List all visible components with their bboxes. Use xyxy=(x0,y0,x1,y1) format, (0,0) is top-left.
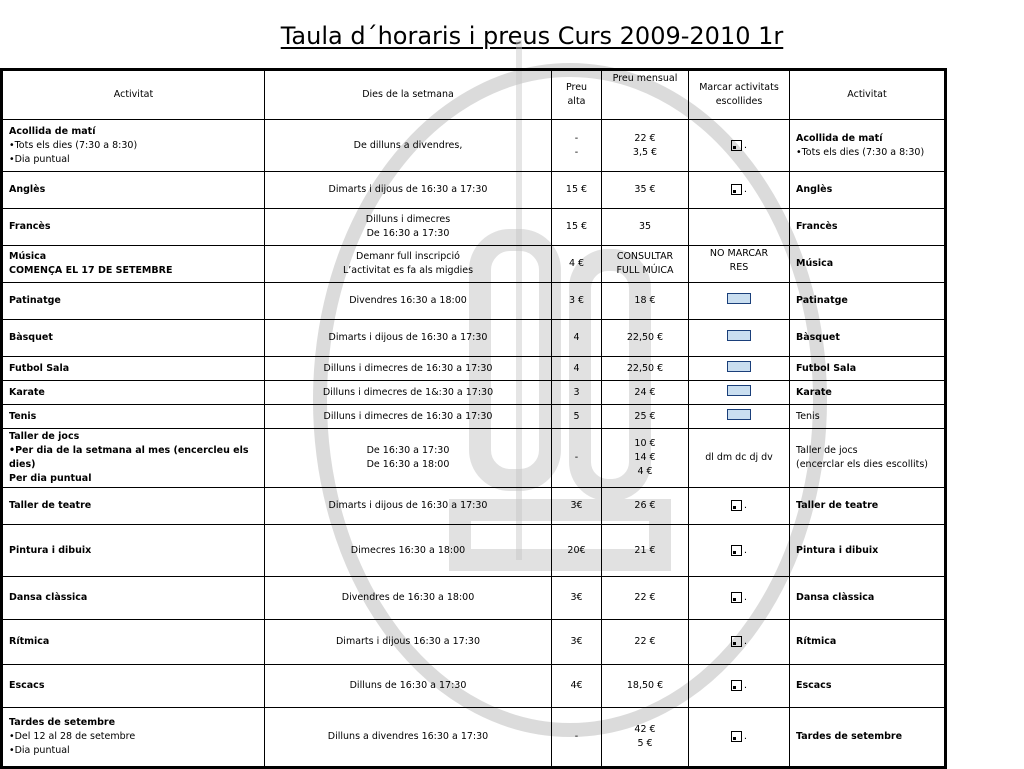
price-alta-cell xyxy=(552,525,602,577)
mark-cell xyxy=(689,120,790,172)
cell-line: •Dia puntual xyxy=(9,153,70,165)
days-cell xyxy=(265,246,552,283)
table-row xyxy=(2,405,946,429)
cell-line: Dilluns i dimecres de 1&:30 a 17:30 xyxy=(322,386,494,398)
checkbox-icon[interactable] xyxy=(731,184,742,195)
mark-cell xyxy=(689,381,790,405)
cell-line: 10 € xyxy=(634,438,656,449)
price-monthly-cell xyxy=(602,708,689,768)
activity-cell-2 xyxy=(790,120,946,172)
cell-line: 22,50 € xyxy=(626,362,664,374)
activity-cell xyxy=(2,620,265,665)
days-cell xyxy=(265,172,552,209)
cell-line: Tenis xyxy=(9,410,37,422)
cell-line: CONSULTAR xyxy=(616,251,674,262)
cell-line: 24 € xyxy=(634,386,656,398)
activity-cell xyxy=(2,209,265,246)
checkbox-dot: . xyxy=(743,680,748,691)
activity-cell xyxy=(2,577,265,620)
checkbox-icon[interactable] xyxy=(731,592,742,603)
cell-line: Acollida de matí xyxy=(9,125,96,137)
cell-line: 4 € xyxy=(568,258,585,269)
mark-cell xyxy=(689,620,790,665)
activity-cell-2 xyxy=(790,283,946,320)
cell-line: Dimarts i dijous de 16:30 a 17:30 xyxy=(328,332,488,343)
cell-line: Futbol Sala xyxy=(796,362,857,374)
mark-cell xyxy=(689,577,790,620)
activity-cell xyxy=(2,708,265,768)
cell-line: Patinatge xyxy=(796,295,848,306)
table-row xyxy=(2,381,946,405)
activity-cell xyxy=(2,488,265,525)
cell-line: 35 xyxy=(638,221,652,232)
cell-line: Per dia puntual xyxy=(9,473,92,484)
table-row xyxy=(2,120,946,172)
activity-cell xyxy=(2,665,265,708)
cell-line: - xyxy=(574,452,579,463)
price-alta-cell xyxy=(552,577,602,620)
cell-line: 3 xyxy=(573,386,580,398)
checkbox-dot: . xyxy=(743,184,748,195)
cell-line: Rítmica xyxy=(796,636,837,647)
cell-line: Dimarts i dijous de 16:30 a 17:30 xyxy=(328,184,488,195)
cell-line: De dilluns a divendres, xyxy=(353,139,463,151)
cell-line: 25 € xyxy=(634,410,656,422)
cell-line: Tardes de setembre xyxy=(9,717,116,728)
activity-cell-2 xyxy=(790,488,946,525)
cell-line: 4 xyxy=(573,362,580,374)
cell-line: 5 xyxy=(573,410,580,422)
cell-line: Dimecres 16:30 a 18:00 xyxy=(350,544,466,556)
mark-cell xyxy=(689,405,790,429)
days-cell xyxy=(265,525,552,577)
cell-line: Divendres 16:30 a 18:00 xyxy=(349,295,467,306)
cell-line: Anglès xyxy=(796,184,833,195)
price-monthly-cell xyxy=(602,429,689,488)
header-price-monthly: Preu mensual xyxy=(602,70,689,120)
cell-line: L’activitat es fa als migdies xyxy=(342,265,474,276)
cell-line: 4 xyxy=(573,332,580,343)
cell-line: Taller de teatre xyxy=(796,500,879,511)
cell-line: 15 € xyxy=(565,221,588,232)
mark-cell xyxy=(689,172,790,209)
price-alta-cell xyxy=(552,708,602,768)
activity-cell xyxy=(2,283,265,320)
cell-line: 3 € xyxy=(568,295,585,306)
activity-cell-2 xyxy=(790,320,946,357)
cell-line: 21 € xyxy=(634,544,656,556)
activity-cell-2 xyxy=(790,405,946,429)
cell-line: Dilluns de 16:30 a 17:30 xyxy=(349,680,467,691)
mark-cell xyxy=(689,525,790,577)
table-row xyxy=(2,488,946,525)
activity-cell-2 xyxy=(790,429,946,488)
selection-box[interactable] xyxy=(727,409,751,420)
header-days: Dies de la setmana xyxy=(265,70,552,120)
header-mark: Marcar activitats escollides xyxy=(689,70,790,120)
checkbox-icon[interactable] xyxy=(731,545,742,556)
checkbox-icon[interactable] xyxy=(731,680,742,691)
checkbox-icon[interactable] xyxy=(731,500,742,511)
activity-cell-2 xyxy=(790,620,946,665)
checkbox-dot: . xyxy=(743,592,748,603)
cell-line: •Per dia de la setmana al mes (encercleu els dies) xyxy=(9,445,249,470)
cell-line: 4€ xyxy=(570,680,583,691)
cell-line: Patinatge xyxy=(9,295,61,306)
mark-cell xyxy=(689,246,790,283)
activity-cell xyxy=(2,405,265,429)
cell-line: COMENÇA EL 17 DE SETEMBRE xyxy=(9,265,173,276)
price-monthly-cell xyxy=(602,405,689,429)
price-monthly-cell xyxy=(602,120,689,172)
activity-cell-2 xyxy=(790,357,946,381)
activity-cell xyxy=(2,320,265,357)
mark-cell xyxy=(689,429,790,488)
days-cell xyxy=(265,708,552,768)
cell-line: 26 € xyxy=(634,500,656,511)
cell-line: Bàsquet xyxy=(796,332,840,343)
cell-line: Francès xyxy=(9,221,51,232)
cell-line: Taller de jocs xyxy=(796,445,858,456)
activity-cell-2 xyxy=(790,209,946,246)
table-row xyxy=(2,665,946,708)
table-row xyxy=(2,320,946,357)
cell-line: •Tots els dies (7:30 a 8:30) xyxy=(796,146,925,158)
cell-line: Rítmica xyxy=(9,636,50,647)
price-alta-cell xyxy=(552,209,602,246)
checkbox-dot: . xyxy=(743,544,748,556)
activity-cell xyxy=(2,525,265,577)
cell-line: RES xyxy=(729,262,749,273)
activity-cell-2 xyxy=(790,246,946,283)
cell-line: Dilluns i dimecres de 16:30 a 17:30 xyxy=(323,410,493,422)
cell-line: Bàsquet xyxy=(9,332,53,343)
activity-cell xyxy=(2,120,265,172)
activity-cell-2 xyxy=(790,172,946,209)
price-monthly-cell xyxy=(602,665,689,708)
header-activity: Activitat xyxy=(2,70,265,120)
cell-line: •Dia puntual xyxy=(9,745,70,756)
selection-box[interactable] xyxy=(727,361,751,372)
cell-line: Karate xyxy=(9,386,45,398)
mark-cell xyxy=(689,708,790,768)
days-cell xyxy=(265,620,552,665)
cell-line: Taller de jocs xyxy=(9,431,80,442)
price-alta-cell xyxy=(552,620,602,665)
selection-box[interactable] xyxy=(727,330,751,341)
mark-cell xyxy=(689,209,790,246)
cell-line: - xyxy=(574,731,579,742)
cell-line: Karate xyxy=(796,386,832,398)
cell-line: Dilluns i dimecres de 16:30 a 17:30 xyxy=(323,362,493,374)
cell-line: Anglès xyxy=(9,184,46,195)
price-alta-cell xyxy=(552,357,602,381)
price-monthly-cell xyxy=(602,620,689,665)
cell-line: De 16:30 a 18:00 xyxy=(366,459,450,470)
days-cell xyxy=(265,488,552,525)
cell-line: 42 € xyxy=(634,724,656,735)
cell-line: Escacs xyxy=(9,680,45,691)
cell-line: Acollida de matí xyxy=(796,132,883,144)
cell-line: 18 € xyxy=(634,295,656,306)
table-row xyxy=(2,429,946,488)
days-cell xyxy=(265,381,552,405)
activity-cell-2 xyxy=(790,381,946,405)
cell-line: •Del 12 al 28 de setembre xyxy=(9,731,136,742)
table-row xyxy=(2,620,946,665)
cell-line: 22 € xyxy=(634,592,656,603)
page-title: Taula d´horaris i preus Curs 2009-2010 1r xyxy=(280,22,784,50)
price-alta-cell xyxy=(552,320,602,357)
cell-line: Divendres de 16:30 a 18:00 xyxy=(341,592,475,603)
cell-line: Tardes de setembre xyxy=(796,731,903,742)
mark-cell xyxy=(689,665,790,708)
price-monthly-cell xyxy=(602,381,689,405)
cell-line: Música xyxy=(9,251,47,262)
cell-line: De 16:30 a 17:30 xyxy=(366,445,450,456)
activity-cell xyxy=(2,357,265,381)
cell-line: Dimarts i dijous de 16:30 a 17:30 xyxy=(328,500,488,511)
cell-line: 14 € xyxy=(634,452,656,463)
cell-line: Tenis xyxy=(796,410,820,422)
days-cell xyxy=(265,429,552,488)
schedule-table xyxy=(0,68,947,769)
cell-line: NO MARCAR xyxy=(709,248,769,259)
cell-line: 35 € xyxy=(634,184,656,195)
cell-line: Demanr full inscripció xyxy=(356,251,460,262)
mark-cell xyxy=(689,357,790,381)
checkbox-icon[interactable] xyxy=(731,636,742,647)
cell-line: 3€ xyxy=(570,592,583,603)
cell-line: - xyxy=(574,132,579,144)
price-monthly-cell xyxy=(602,172,689,209)
cell-line: Futbol Sala xyxy=(9,362,70,374)
table-row xyxy=(2,209,946,246)
table-row xyxy=(2,525,946,577)
mark-cell xyxy=(689,320,790,357)
selection-box[interactable] xyxy=(727,293,751,304)
price-monthly-cell xyxy=(602,357,689,381)
price-monthly-cell xyxy=(602,525,689,577)
table-row xyxy=(2,246,946,283)
cell-line: Francès xyxy=(796,221,838,232)
cell-line: dl dm dc dj dv xyxy=(705,452,773,463)
price-alta-cell xyxy=(552,429,602,488)
cell-line: 4 € xyxy=(637,466,653,477)
days-cell xyxy=(265,357,552,381)
table-row xyxy=(2,708,946,768)
price-alta-cell xyxy=(552,120,602,172)
price-alta-cell xyxy=(552,665,602,708)
cell-line: 15 € xyxy=(565,184,588,195)
days-cell xyxy=(265,320,552,357)
header-row xyxy=(2,70,946,120)
activity-cell xyxy=(2,429,265,488)
cell-line: Dilluns a divendres 16:30 a 17:30 xyxy=(327,731,489,742)
cell-line: 3,5 € xyxy=(632,146,658,158)
activity-cell-2 xyxy=(790,708,946,768)
activity-cell xyxy=(2,172,265,209)
cell-line: Música xyxy=(796,258,834,269)
table-row xyxy=(2,283,946,320)
price-monthly-cell xyxy=(602,577,689,620)
price-monthly-cell xyxy=(602,246,689,283)
cell-line: Taller de teatre xyxy=(9,500,92,511)
activity-cell-2 xyxy=(790,577,946,620)
cell-line: Dilluns i dimecres xyxy=(365,214,451,225)
checkbox-dot: . xyxy=(743,636,748,647)
checkbox-dot: . xyxy=(743,500,748,511)
days-cell xyxy=(265,283,552,320)
cell-line: 5 € xyxy=(637,738,653,749)
days-cell xyxy=(265,665,552,708)
price-alta-cell xyxy=(552,283,602,320)
mark-cell xyxy=(689,283,790,320)
checkbox-icon[interactable] xyxy=(731,140,742,151)
cell-line: 3€ xyxy=(570,636,583,647)
cell-line: FULL MÚICA xyxy=(616,265,674,276)
mark-cell xyxy=(689,488,790,525)
table-row xyxy=(2,577,946,620)
cell-line: 18,50 € xyxy=(626,680,664,691)
cell-line: •Tots els dies (7:30 a 8:30) xyxy=(9,139,138,151)
days-cell xyxy=(265,405,552,429)
cell-line: 22,50 € xyxy=(626,332,664,343)
cell-line: 20€ xyxy=(567,544,586,556)
cell-line: 22 € xyxy=(634,132,656,144)
price-monthly-cell xyxy=(602,320,689,357)
activity-cell xyxy=(2,246,265,283)
days-cell xyxy=(265,120,552,172)
price-alta-cell xyxy=(552,405,602,429)
price-alta-cell xyxy=(552,246,602,283)
cell-line: Pintura i dibuix xyxy=(796,544,879,556)
days-cell xyxy=(265,209,552,246)
cell-line: De 16:30 a 17:30 xyxy=(366,228,450,239)
checkbox-dot: . xyxy=(743,731,748,742)
header-price-alta: Preu alta xyxy=(552,70,602,120)
days-cell xyxy=(265,577,552,620)
price-alta-cell xyxy=(552,488,602,525)
price-monthly-cell xyxy=(602,488,689,525)
table-row xyxy=(2,357,946,381)
cell-line: Dimarts i dijous 16:30 a 17:30 xyxy=(335,636,481,647)
cell-line: 22 € xyxy=(634,636,656,647)
selection-box[interactable] xyxy=(727,385,751,396)
header-activity-2: Activitat xyxy=(790,70,946,120)
cell-line: - xyxy=(574,146,579,158)
price-alta-cell xyxy=(552,381,602,405)
cell-line: Dansa clàssica xyxy=(9,592,88,603)
cell-line: Pintura i dibuix xyxy=(9,544,92,556)
cell-line: 3€ xyxy=(570,500,583,511)
checkbox-dot: . xyxy=(743,139,748,151)
checkbox-icon[interactable] xyxy=(731,731,742,742)
activity-cell-2 xyxy=(790,525,946,577)
cell-line: Escacs xyxy=(796,680,832,691)
cell-line: Dansa clàssica xyxy=(796,592,875,603)
table-row xyxy=(2,172,946,209)
price-alta-cell xyxy=(552,172,602,209)
cell-line: (encerclar els dies escollits) xyxy=(796,459,929,470)
activity-cell xyxy=(2,381,265,405)
price-monthly-cell xyxy=(602,209,689,246)
activity-cell-2 xyxy=(790,665,946,708)
price-monthly-cell xyxy=(602,283,689,320)
